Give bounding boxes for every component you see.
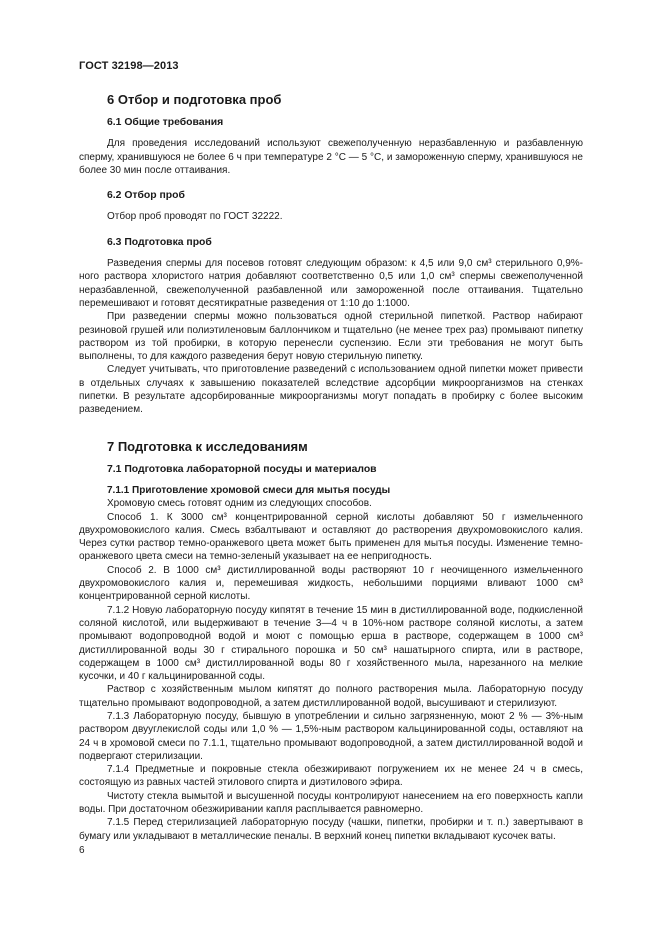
paragraph: 7.1.4 Предметные и покровные стекла обезжиривают погружением их не менее 24 ч в смесь, состоящую из равных частей этилового спирта и диэтилового эфира.: [79, 764, 583, 789]
paragraph: 7.1.5 Перед стерилизацией лабораторную посуду (чашки, пипетки, пробирки и т. п.) завертывают в бумагу или укладывают в металлические пеналы. В верхний конец пипетки вкладывают кусочек ваты.: [79, 817, 583, 842]
section-7-heading: 7 Подготовка к исследованиям: [107, 438, 308, 454]
paragraph: 7.1.2 Новую лабораторную посуду кипятят в течение 15 мин в дистиллированной воде, подкисленной соляной кислотой, или выдерживают в течение 3—4 ч в 10%-ном растворе соляной кислоты, а затем промывают водопроводной водой и моют с помощью ерша в растворе, содержащем в 1000 см³ дистиллированной воды 30 г стирального порошка и 50 см³ нашатырного спирта, или в растворе, содержащем в 1000 см³ дистиллированной воды 80 г хозяйственного мыла, нарезанного на мелкие кусочки, и 40 г кальцинированной соды.: [79, 604, 583, 683]
paragraph: Способ 2. В 1000 см³ дистиллированной воды растворяют 10 г неочищенного измельченного двухромовокислого калия и, перемешивая жидкость, небольшими порциями вливают 1000 см³ концентрированной серной кислоты.: [79, 564, 583, 603]
paragraph: 7.1.3 Лабораторную посуду, бывшую в употреблении и сильно загрязненную, моют 2 % — 3%-ным раствором двууглекислой соды или 1,0 % — 1,5%-ным раствором кальцинированной соды, оставляют на 24 ч в хромовой смеси по 7.1.1, тщательно промывают водопроводной, а затем дистиллированной водой и подвергают стерилизации.: [79, 710, 583, 762]
paragraph: Следует учитывать, что приготовление разведений с использованием одной пипетки может привести в отдельных случаях к завышению показателей вследствие адсорбции микроорганизмов на стенках пипетки. В результате адсорбированные микроорганизмы могут попадать в пробирку с более высоким разведением.: [79, 364, 583, 416]
paragraph: Чистоту стекла вымытой и высушенной посуды контролируют нанесением на его поверхность капли воды. При достаточном обезжиривании капля расплывается равномерно.: [79, 790, 583, 816]
paragraph: Раствор с хозяйственным мылом кипятят до полного растворения мыла. Лабораторную посуду тщательно промывают водопроводной, а затем дистиллированной водой, высушивают и стерилизуют.: [79, 684, 583, 709]
section-6-1-heading: 6.1 Общие требования: [107, 117, 224, 128]
paragraph: Для проведения исследований используют свежеполученную неразбавленную и разбавленную сперму, хранившуюся не более 6 ч при температуре 2 °C — 5 °C, и замороженную сперму, хранившуюся не более 30 мин после оттаивания.: [79, 138, 583, 176]
section-6-2-heading: 6.2 Отбор проб: [107, 190, 185, 202]
section-7-1-1-heading: 7.1.1 Приготовление хромовой смеси для мытья посуды: [107, 484, 391, 496]
page-number: 6: [79, 845, 85, 856]
paragraph: Отбор проб проводят по ГОСТ 32222.: [107, 211, 283, 223]
section-7-1-heading: 7.1 Подготовка лабораторной посуды и материалов: [107, 463, 377, 475]
document-body: [79, 92, 583, 843]
paragraph: Способ 1. К 3000 см³ концентрированной серной кислоты добавляют 50 г измельченного двухромовокислого калия. Смесь взбалтывают и оставляют до растворения двухромовокислого калия. Через сутки раствор темно-оранжевого цвета может быть применен для мытья посуды. Изменение темно-оранжевого цвета смеси на темно-зеленый указывает на ее непригодность.: [79, 511, 583, 563]
paragraph: Разведения спермы для посевов готовят следующим образом: к 4,5 или 9,0 см³ стерильного 0,9%-ного раствора хлористого натрия добавляют соответственно 0,5 или 1,0 см³ спермы свежеполученной неразбавленной, свежеполученной разбавленной или замороженной после оттаивания. Тщательно перемешивают и готовят десятикратные разведения от 1:10 до 1:1000.: [79, 258, 583, 309]
section-6-3-heading: 6.3 Подготовка проб: [107, 236, 212, 248]
paragraph: При разведении спермы можно пользоваться одной стерильной пипеткой. Раствор набирают резиновой грушей или полиэтиленовым баллончиком и тщательно (не менее трех раз) промывают пипетку раствором из той пробирки, в которую перенесли суспензию. Если эти требования не могут быть выполнены, то для каждого разведения берут новую стерильную пипетку.: [79, 311, 583, 363]
section-6-heading: 6 Отбор и подготовка проб: [107, 92, 282, 107]
standard-header: ГОСТ 32198—2013: [79, 60, 179, 72]
paragraph: Хромовую смесь готовят одним из следующих способов.: [107, 498, 372, 510]
